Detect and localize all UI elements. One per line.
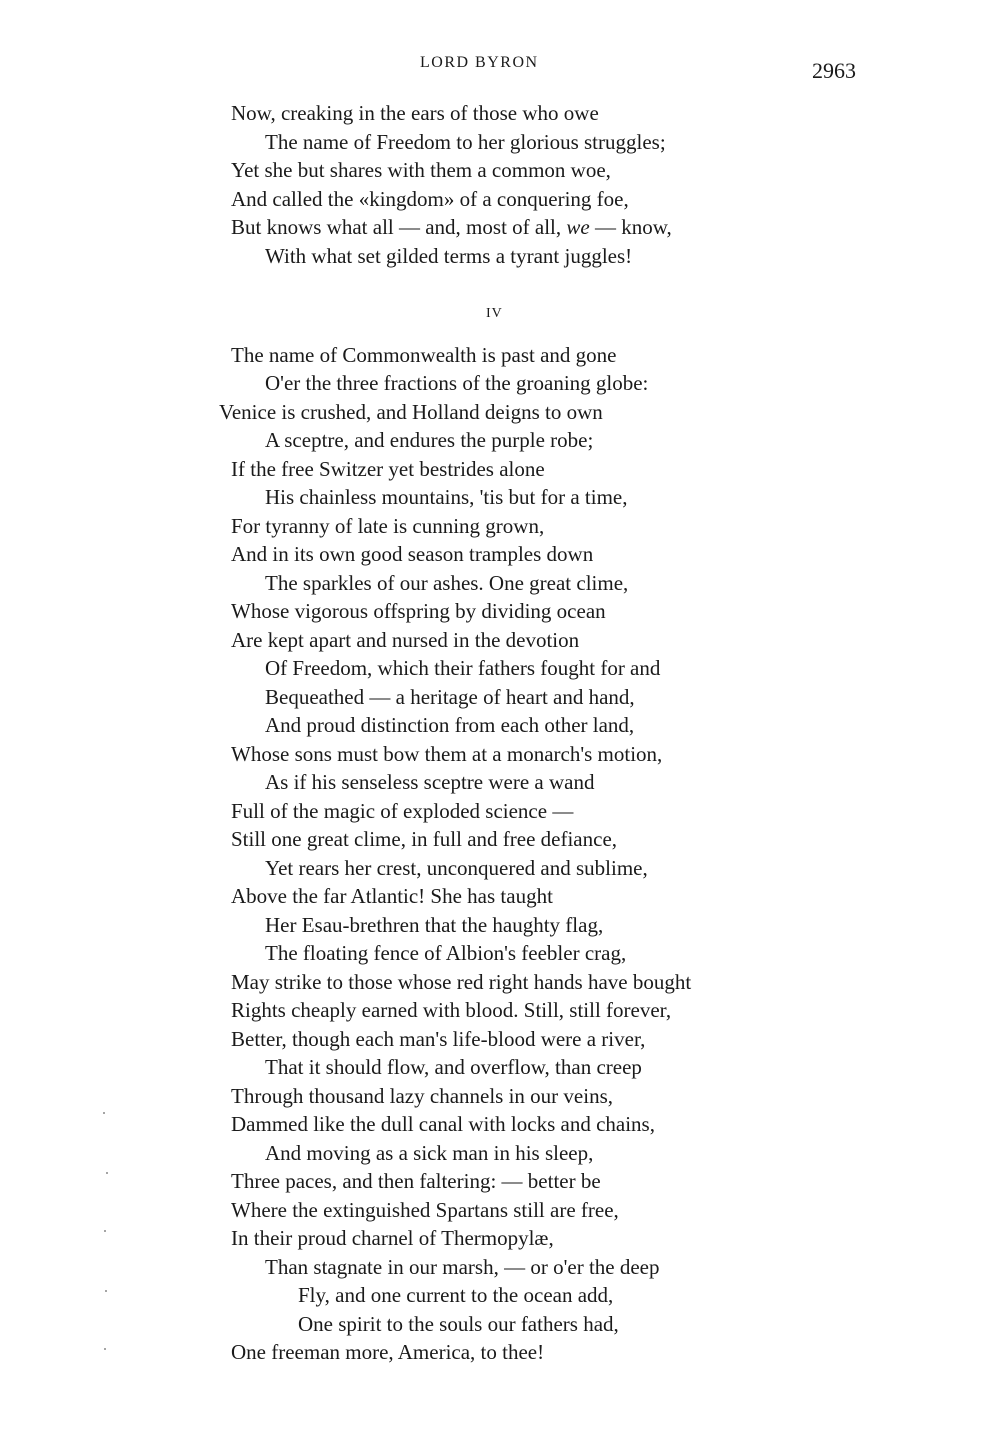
- verse-line: The sparkles of our ashes. One great clime,: [265, 571, 629, 595]
- verse-line: And in its own good season tramples down: [231, 542, 594, 566]
- verse-line: The name of Commonwealth is past and gone: [231, 343, 617, 367]
- verse-line: Yet she but shares with them a common woe,: [231, 158, 611, 182]
- verse-line: And called the «kingdom» of a conquering foe,: [231, 187, 629, 211]
- verse-line: Are kept apart and nursed in the devotion: [231, 628, 580, 652]
- verse-line: Yet rears her crest, unconquered and sublime,: [265, 856, 648, 880]
- verse-line: And proud distinction from each other land,: [265, 713, 635, 737]
- verse-line: O'er the three fractions of the groaning globe:: [265, 371, 649, 395]
- verse-line: Where the extinguished Spartans still are free,: [231, 1198, 619, 1222]
- verse-line: The name of Freedom to her glorious struggles;: [265, 130, 666, 154]
- scan-speck: [106, 1172, 108, 1174]
- verse-line: As if his senseless sceptre were a wand: [265, 770, 595, 794]
- verse-line: For tyranny of late is cunning grown,: [231, 514, 545, 538]
- verse-line: Of Freedom, which their fathers fought for and: [265, 656, 661, 680]
- scan-speck: [104, 1348, 106, 1350]
- verse-line: Than stagnate in our marsh, — or o'er the deep: [265, 1255, 660, 1279]
- verse-line: The floating fence of Albion's feebler crag,: [265, 941, 627, 965]
- scan-speck: [104, 1230, 106, 1232]
- verse-line: Dammed like the dull canal with locks and chains,: [231, 1112, 655, 1136]
- verse-line: Better, though each man's life-blood were a river,: [231, 1027, 646, 1051]
- verse-line: With what set gilded terms a tyrant juggles!: [265, 244, 633, 268]
- verse-line: Rights cheaply earned with blood. Still, still forever,: [231, 998, 672, 1022]
- verse-line: One spirit to the souls our fathers had,: [298, 1312, 619, 1336]
- verse-line: But knows what all — and, most of all, we — know,: [231, 215, 672, 239]
- verse-line: Three paces, and then faltering: — better be: [231, 1169, 601, 1193]
- verse-line: Fly, and one current to the ocean add,: [298, 1283, 614, 1307]
- verse-line: May strike to those whose red right hands have bought: [231, 970, 692, 994]
- verse-line: If the free Switzer yet bestrides alone: [231, 457, 545, 481]
- verse-line: His chainless mountains, 'tis but for a time,: [265, 485, 628, 509]
- verse-line: Venice is crushed, and Holland deigns to own: [219, 400, 603, 424]
- verse-line: Her Esau-brethren that the haughty flag,: [265, 913, 604, 937]
- page-number: 2963: [812, 58, 856, 83]
- scan-speck: [105, 1290, 107, 1292]
- verse-line: Full of the magic of exploded science —: [231, 799, 574, 823]
- running-head: LORD BYRON: [420, 54, 539, 71]
- verse-line: Whose sons must bow them at a monarch's motion,: [231, 742, 663, 766]
- verse-line: Above the far Atlantic! She has taught: [231, 884, 553, 908]
- section-numeral: IV: [486, 306, 503, 321]
- verse-line: Whose vigorous offspring by dividing ocean: [231, 599, 606, 623]
- verse-line: One freeman more, America, to thee!: [231, 1340, 545, 1364]
- verse-line: Bequeathed — a heritage of heart and hand,: [265, 685, 635, 709]
- verse-line: And moving as a sick man in his sleep,: [265, 1141, 594, 1165]
- verse-line: That it should flow, and overflow, than creep: [265, 1055, 642, 1079]
- scan-speck: [103, 1112, 105, 1114]
- verse-line: Through thousand lazy channels in our veins,: [231, 1084, 613, 1108]
- verse-line: Now, creaking in the ears of those who owe: [231, 101, 599, 125]
- verse-line: In their proud charnel of Thermopylæ,: [231, 1226, 554, 1250]
- emphasis-text: we: [566, 215, 590, 239]
- verse-line: Still one great clime, in full and free defiance,: [231, 827, 618, 851]
- verse-line: A sceptre, and endures the purple robe;: [265, 428, 594, 452]
